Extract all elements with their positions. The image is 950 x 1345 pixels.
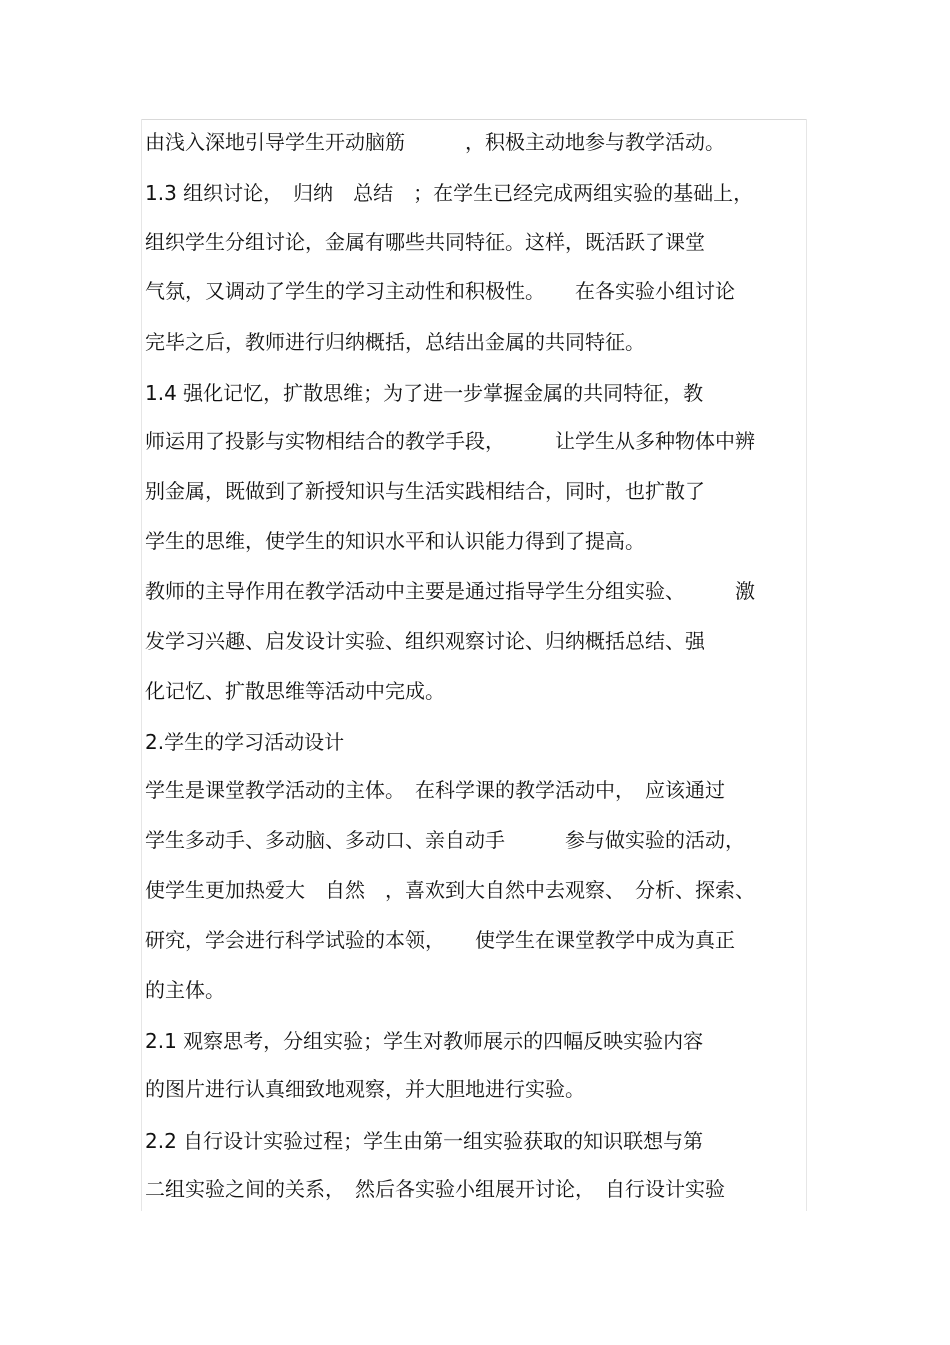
text-line: 化记忆、扩散思维等活动中完成。 bbox=[145, 679, 445, 703]
text-line: 学生的思维，使学生的知识水平和认识能力得到了提高。 bbox=[145, 529, 645, 553]
page-frame-left-border bbox=[141, 119, 142, 1211]
text-line: 完毕之后，教师进行归纳概括，总结出金属的共同特征。 bbox=[145, 330, 645, 354]
text-line: 发学习兴趣、启发设计实验、组织观察讨论、归纳概括总结、强 bbox=[145, 629, 705, 653]
text-line: 使学生更加热爱大 自然 ，喜欢到大自然中去观察、 分析、探索、 bbox=[145, 878, 755, 902]
text-line: 1.4 强化记忆，扩散思维；为了进一步掌握金属的共同特征，教 bbox=[145, 381, 704, 405]
text-line: 由浅入深地引导学生开动脑筋 ，积极主动地参与教学活动。 bbox=[145, 130, 725, 154]
text-line: 1.3 组织讨论， 归纳 总结 ；在学生已经完成两组实验的基础上， bbox=[145, 181, 754, 205]
text-line: 教师的主导作用在教学活动中主要是通过指导学生分组实验、 激 bbox=[145, 579, 755, 603]
page-frame-top-border bbox=[141, 119, 807, 120]
text-line: 二组实验之间的关系， 然后各实验小组展开讨论， 自行设计实验 bbox=[145, 1177, 725, 1201]
text-line: 学生多动手、多动脑、多动口、亲自动手 参与做实验的活动， bbox=[145, 828, 745, 852]
text-line: 2.2 自行设计实验过程；学生由第一组实验获取的知识联想与第 bbox=[145, 1129, 704, 1153]
text-line: 2.1 观察思考，分组实验；学生对教师展示的四幅反映实验内容 bbox=[145, 1029, 704, 1053]
text-line: 学生是课堂教学活动的主体。 在科学课的教学活动中， 应该通过 bbox=[145, 778, 725, 802]
text-line: 师运用了投影与实物相结合的教学手段， 让学生从多种物体中辨 bbox=[145, 429, 755, 453]
section-heading: 2.学生的学习活动设计 bbox=[145, 730, 345, 754]
text-line: 研究，学会进行科学试验的本领， 使学生在课堂教学中成为真正 bbox=[145, 928, 735, 952]
text-line: 别金属，既做到了新授知识与生活实践相结合，同时，也扩散了 bbox=[145, 479, 705, 503]
text-line: 气氛，又调动了学生的学习主动性和积极性。 在各实验小组讨论 bbox=[145, 279, 735, 303]
page-frame-right-border bbox=[806, 119, 807, 1211]
text-line: 的图片进行认真细致地观察，并大胆地进行实验。 bbox=[145, 1077, 585, 1101]
text-line: 的主体。 bbox=[145, 978, 225, 1002]
text-line: 组织学生分组讨论，金属有哪些共同特征。这样，既活跃了课堂 bbox=[145, 230, 705, 254]
